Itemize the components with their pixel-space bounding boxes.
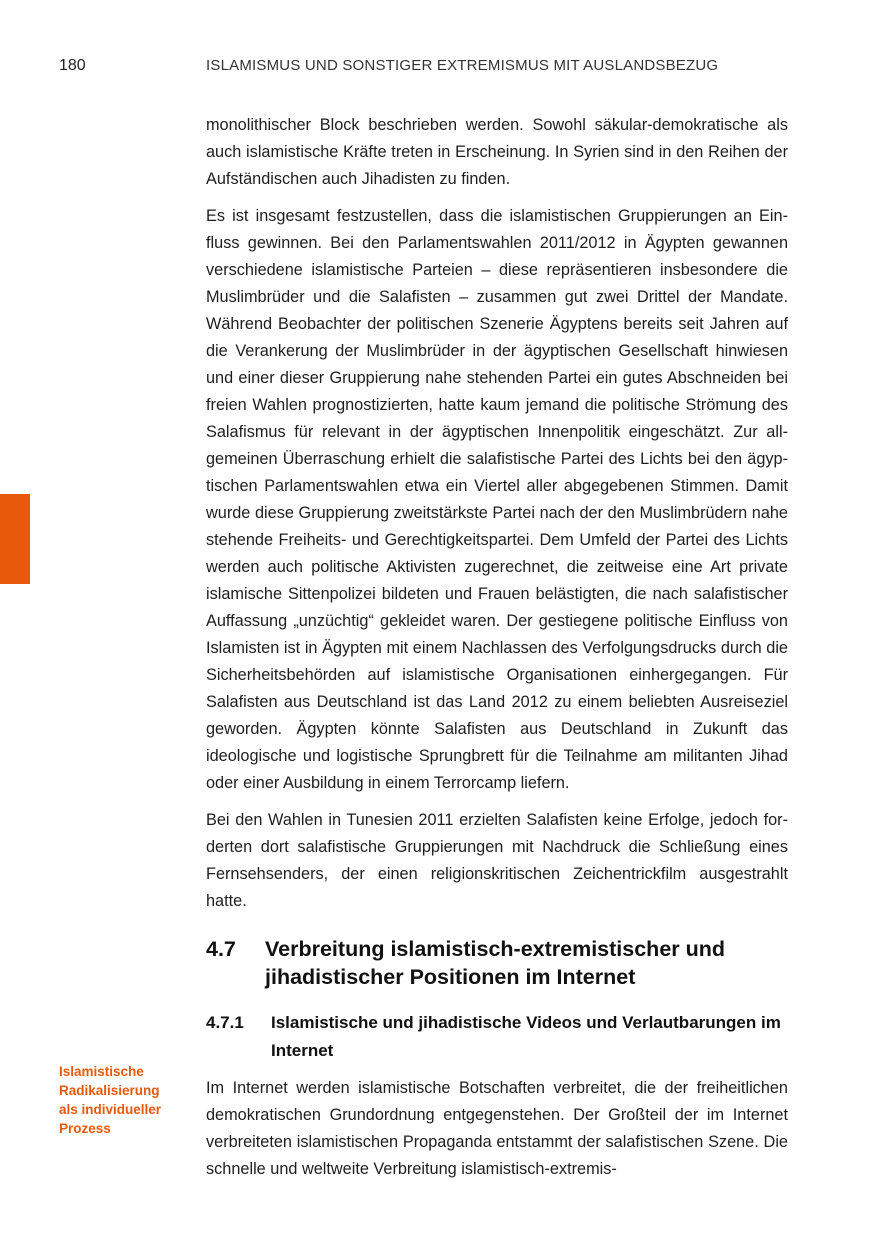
margin-note — [59, 1062, 189, 1138]
subsection-heading — [206, 1009, 788, 1065]
paragraph: Im Internet werden islamistische Botschaften verbreitet, die der freiheitlichen demokratischen Grundordnung entgegenstehen. Der Großteil der im Internet verbreiteten islamistischen Propaganda entstammt der salafistischen Szene. Die schnelle und weltweite Verbreitung islamistisch-extremis- — [206, 1079, 788, 1178]
section-title: Verbreitung islamistisch-extremistischer und jihadistischer Positionen im Internet — [265, 937, 726, 989]
subsection-title: Islamistische und jihadistische Videos und Verlautbarungen im Internet — [271, 1013, 781, 1060]
margin-note-line: Radikalisierung — [59, 1083, 160, 1098]
paragraph: Bei den Wahlen in Tunesien 2011 erzielten Salafisten keine Erfolge, jedoch forderten dort salafistische Gruppierungen mit Nachdruck die Schließung eines Fernsehsenders, der einen religionskritischen Zeichentrickfilm ausgestrahlt hatte. — [206, 811, 788, 910]
paragraph: Es ist insgesamt festzustellen, dass die islamistischen Gruppierungen an Einfluss gewinnen. Bei den Parlamentswahlen 2011/2012 in Ägypten gewannen verschiedene islamistische Parteien – diese repräsentieren insbesondere die Muslimbrüder und die Salafisten – zusammen gut zwei Drittel der Mandate. Während Beobachter der politischen Szenerie Ägyptens bereits seit Jahren auf die Verankerung der Muslimbrüder in der ägyptischen Gesellschaft hinwiesen und einer dieser Gruppierung nahe stehenden Partei ein gutes Abschneiden bei freien Wahlen prognostizierten, hatte kaum jemand die politische Strömung des Salafismus für relevant in der ägyptischen Innenpolitik eingeschätzt. Zur allgemeinen Überraschung erhielt die salafistische Partei des Lichts bei den ägyptischen Parlamentswahlen etwa ein Viertel aller abgegebenen Stimmen. Damit wurde diese Gruppierung zweitstärkste Partei nach der den Muslimbrüdern nahe stehende Freiheits- und Gerechtigkeitspartei. Dem Umfeld der Partei des Lichts werden auch politische Aktivisten zugerechnet, die zeitweise eine Art private islamische Sittenpolizei bildeten und Frauen belästigten, die nach salafistischer Auffassung „unzüchtig“ gekleidet waren. Der gestiegene politische Einfluss von Islamisten ist in Ägypten mit einem Nachlassen des Verfolgungsdrucks durch die Sicherheitsbehörden auf islamistische Organisationen einhergegangen. Für Salafisten aus Deutschland ist das Land 2012 zu einem beliebten Ausreiseziel geworden. Ägypten könnte Salafisten aus Deutschland in Zukunft das ideologische und logistische Sprungbrett für die Teilnahme am militanten Jihad oder einer Ausbildung in einem Terrorcamp liefern. — [206, 207, 788, 792]
page-number: 180 — [59, 57, 86, 74]
paragraph: monolithischer Block beschrieben werden. Sowohl säkular-demokratische als auch islamistische Kräfte treten in Erscheinung. In Syrien sind in den Reihen der Aufständischen auch Jihadisten zu finden. — [206, 116, 788, 188]
margin-note-line: Islamistische — [59, 1064, 144, 1079]
body-column — [206, 112, 788, 1193]
chapter-side-tab — [0, 494, 30, 584]
section-number: 4.7 — [206, 937, 236, 961]
section-heading — [206, 935, 788, 991]
margin-note-line: als individueller — [59, 1102, 162, 1117]
subsection-number: 4.7.1 — [206, 1013, 244, 1032]
running-header: ISLAMISMUS UND SONSTIGER EXTREMISMUS MIT AUSLANDSBEZUG — [206, 57, 719, 74]
margin-note-line: Prozess — [59, 1121, 111, 1136]
